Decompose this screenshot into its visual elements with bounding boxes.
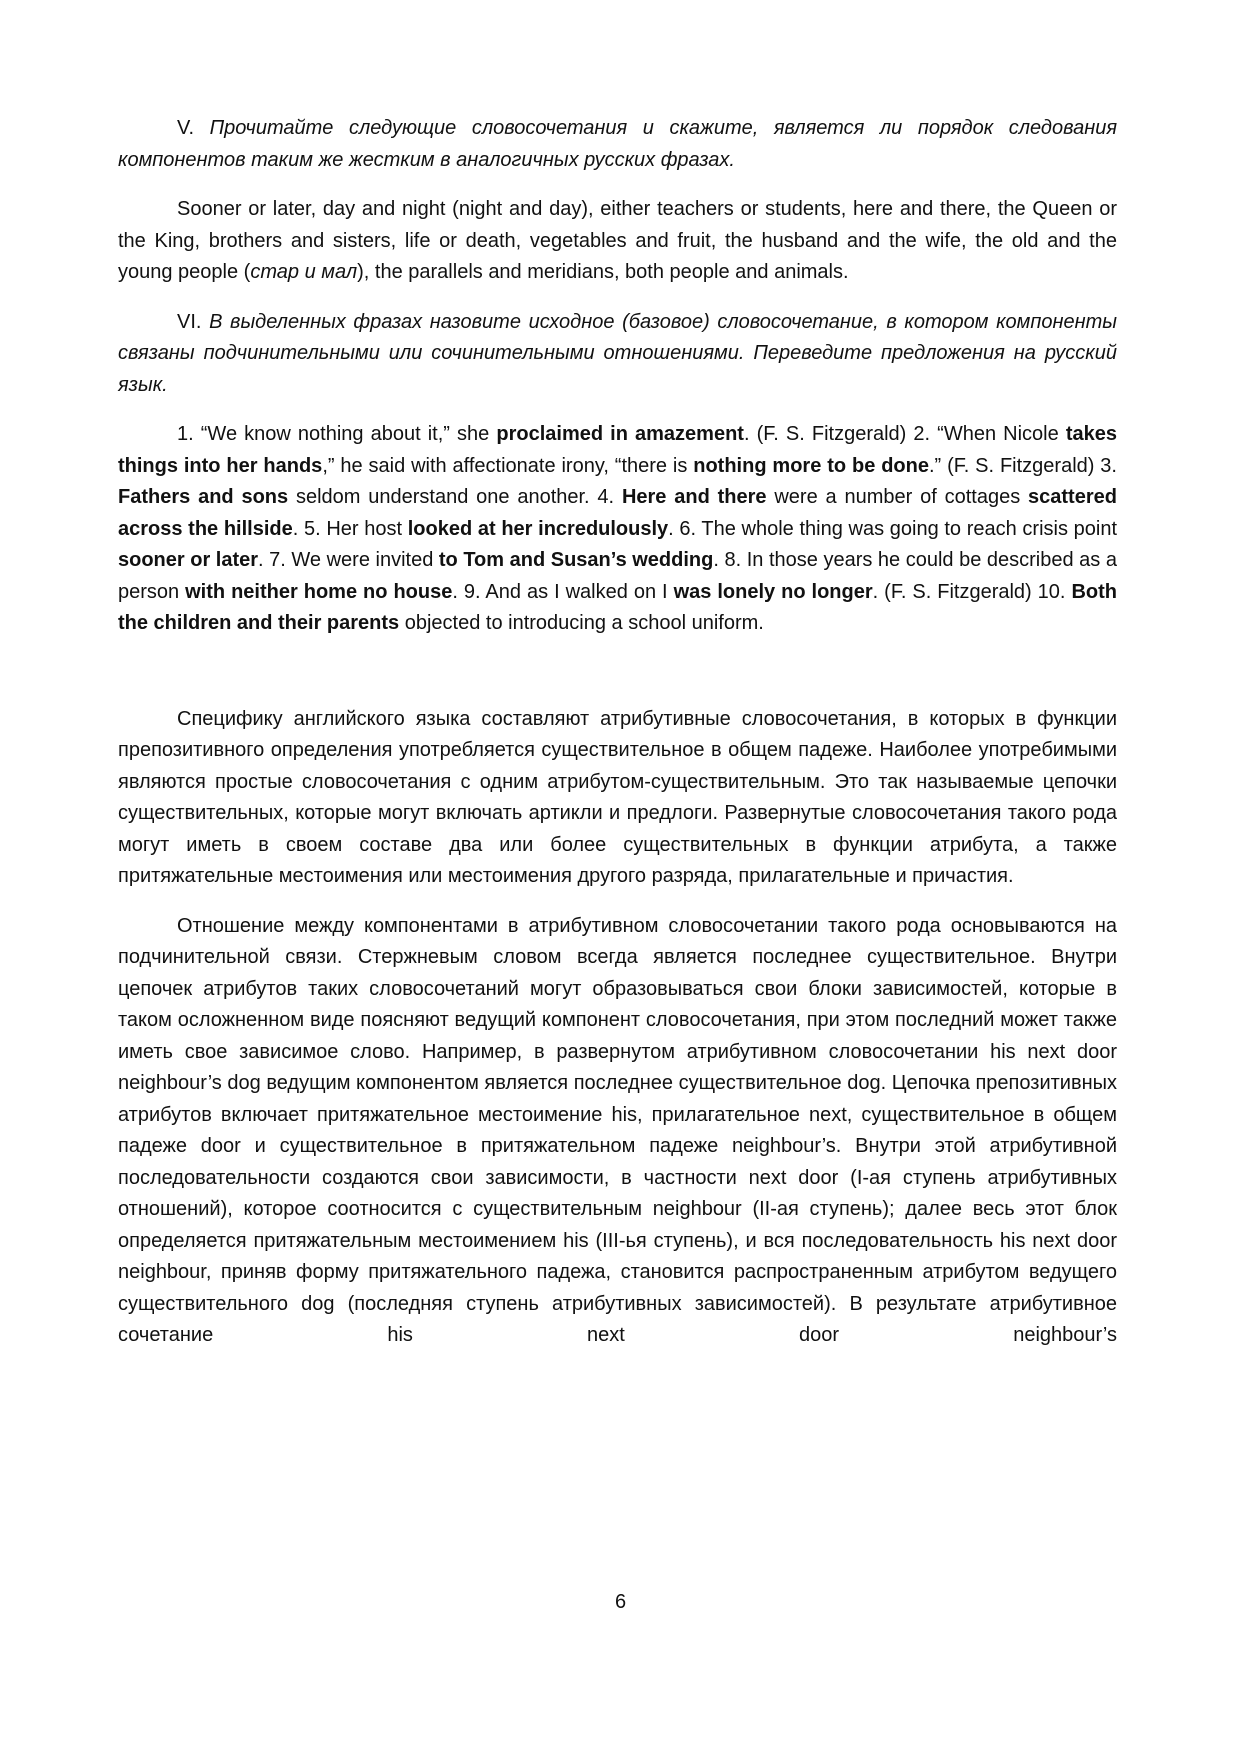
sentence-fragment: ,” he said with affectionate irony, “there is	[322, 454, 694, 477]
highlighted-phrase: looked at her incredulously	[407, 517, 669, 540]
highlighted-phrase: proclaimed in amazement	[496, 423, 744, 445]
highlighted-phrase: was lonely no longer	[673, 580, 873, 603]
highlighted-phrase: Both the children and their parents	[118, 580, 1118, 634]
sentence-fragment: . 9. And as I walked on I	[452, 580, 674, 603]
sentence-fragment: . 8. In those years he could be described as a person	[118, 549, 1117, 603]
exercise-v-instruction: Прочитайте следующие словосочетания и скажите, является ли порядок следования компонентов таким же жестким в аналогичных русских фразах.	[118, 117, 1118, 171]
sentence-fragment: . (F. S. Fitzgerald) 2. “When Nicole	[743, 423, 1066, 445]
exercise-vi-heading	[118, 307, 1117, 402]
exercise-v-text-3: ), the parallels and meridians, both people and animals.	[357, 261, 849, 283]
sentence-fragment: . 5. Her host	[292, 517, 408, 540]
sentence-fragment: . (F. S. Fitzgerald) 10.	[872, 580, 1072, 603]
highlighted-phrase: Fathers and sons	[118, 486, 289, 508]
exercise-v-text-2: стар и мал	[250, 261, 358, 283]
highlighted-phrase: scattered across the hillside	[118, 486, 1117, 540]
exercise-v-body	[118, 194, 1117, 289]
highlighted-phrase: sooner or later	[118, 549, 259, 571]
highlighted-phrase: with neither home no house	[185, 580, 453, 603]
sentence-fragment: seldom understand one another. 4.	[288, 486, 622, 508]
exercise-v-text-1: Sooner or later, day and night (night and day), either teachers or students, here and there, the Queen or the King, brothers and sisters, life or death, vegetables and fruit, the husband and the wife, the old and the young people (	[118, 198, 1117, 283]
sentence-fragment: 1. “We know nothing about it,” she	[177, 423, 497, 445]
exercise-vi-sentences	[118, 419, 1117, 640]
sentence-fragment: . 7. We were invited	[258, 549, 439, 571]
highlighted-phrase: to Tom and Susan’s wedding	[438, 549, 714, 571]
document-page	[118, 113, 1117, 1352]
sentence-fragment: .” (F. S. Fitzgerald) 3.	[928, 454, 1117, 477]
theory-paragraph-2: Отношение между компонентами в атрибутивном словосочетании такого рода основываются на подчинительной связи. Стержневым словом всегда является последнее существительное. Внутри цепочек атрибутов таких словосочетаний могут образовываться свои блоки зависимостей, которые в таком осложненном виде поясняют ведущий компонент словосочетания, при этом последний может также иметь свое зависимое слово. Например, в развернутом атрибутивном словосочетании his next door neighbour’s dog ведущим компонентом является последнее существительное dog. Цепочка препозитивных атрибутов включает притяжательное местоимение his, прилагательное next, существительное в общем падеже door и существительное в притяжательном падеже neighbour’s. Внутри этой атрибутивной последовательности создаются свои зависимости, в частности next door (I-ая ступень атрибутивных отношений), которое соотносится с существительным neighbour (II-ая ступень); далее весь этот блок определяется притяжательным местоимением his (III-ья ступень), и вся последовательность his next door neighbour, приняв форму притяжательного падежа, становится распространенным атрибутом ведущего существительного dog (последняя ступень атрибутивных зависимостей). В результате атрибутивное сочетание his next door neighbour’s	[118, 914, 1117, 1346]
highlighted-phrase: takes things into her hands	[118, 423, 1117, 477]
sentence-fragment: objected to introducing a school uniform.	[399, 612, 764, 634]
highlighted-phrase: Here and there	[621, 486, 767, 508]
page-number: 6	[614, 1591, 627, 1613]
sentence-fragment: . 6. The whole thing was going to reach crisis point	[668, 517, 1118, 540]
exercise-v-numeral: V.	[177, 117, 195, 139]
sentence-fragment: were a number of cottages	[766, 486, 1029, 508]
highlighted-phrase: nothing more to be done	[693, 454, 929, 477]
exercise-v-heading	[118, 113, 1117, 176]
theory-paragraph-1: Специфику английского языка составляют атрибутивные словосочетания, в которых в функции препозитивного определения употребляется существительное в общем падеже. Наиболее употребимыми являются простые словосочетания с одним атрибутом-существительным. Это так называемые цепочки существительных, которые могут включать артикли и предлоги. Развернутые словосочетания такого рода могут иметь в своем составе два или более существительных в функции атрибута, а также притяжательные местоимения или местоимения другого разряда, прилагательные и причастия.	[118, 707, 1117, 887]
exercise-vi-instruction: В выделенных фразах назовите исходное (базовое) словосочетание, в котором компоненты связаны подчинительными или сочинительными отношениями. Переведите предложения на русский язык.	[118, 310, 1117, 396]
exercise-vi-numeral: VI.	[177, 310, 202, 333]
